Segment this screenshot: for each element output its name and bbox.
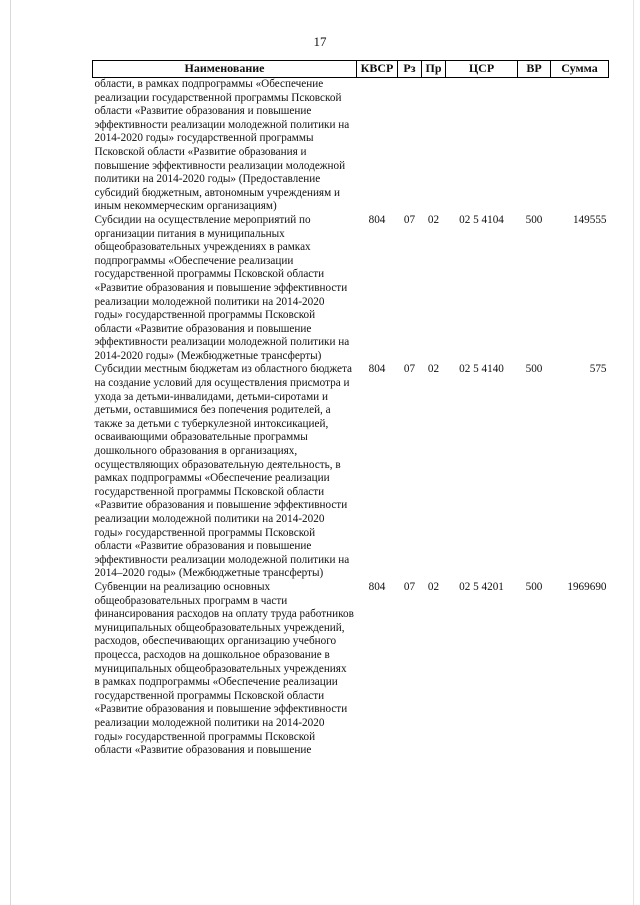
row-kvsr: 804 bbox=[368, 363, 386, 376]
row-kvsr: 804 bbox=[368, 580, 386, 593]
row-vr: 500 bbox=[525, 363, 543, 376]
table-row bbox=[93, 363, 609, 581]
budget-table bbox=[92, 60, 609, 758]
row-csr: 02 5 4201 bbox=[459, 580, 504, 593]
table-row bbox=[93, 214, 609, 364]
row-pr bbox=[422, 78, 446, 214]
table-row bbox=[93, 581, 609, 758]
row-pr: 02 bbox=[427, 580, 440, 593]
row-kvsr: 804 bbox=[368, 213, 386, 226]
row-sum: 149555 bbox=[572, 213, 607, 226]
row-vr bbox=[518, 78, 551, 214]
row-sum: 575 bbox=[589, 363, 607, 376]
header-kvsr: КВСР bbox=[357, 61, 398, 78]
row-pr: 02 bbox=[427, 363, 440, 376]
page-number: 17 bbox=[313, 34, 327, 49]
row-csr bbox=[446, 78, 518, 214]
row-name: Субвенции на реализацию основных общеобразовательных программ в части финансирования расходов на оплату труда работников муниципальных общеобразовательных учреждений, расходов, обеспечивающих организацию учебного процесса, расходов на дошкольное образование в муниципальных общеобразовательных учреждениях в рамках подпрограммы «Обеспечение реализации государственной программы Псковской области «Развитие образования и повышение эффективности реализации молодежной политики на 2014-2020 годы» государственной программы Псковской области «Развитие образования и повышение bbox=[94, 580, 354, 757]
header-sum: Сумма bbox=[551, 61, 609, 78]
row-rz: 07 bbox=[403, 363, 416, 376]
row-sum bbox=[551, 78, 609, 214]
row-vr: 500 bbox=[525, 213, 543, 226]
row-kvsr bbox=[357, 78, 398, 214]
row-csr: 02 5 4140 bbox=[459, 363, 504, 376]
scan-edge-right bbox=[633, 0, 634, 905]
scan-edge-left bbox=[10, 0, 11, 905]
row-csr: 02 5 4104 bbox=[459, 213, 504, 226]
header-csr: ЦСР bbox=[446, 61, 518, 78]
table-header-row bbox=[93, 61, 609, 78]
row-rz: 07 bbox=[403, 213, 416, 226]
row-rz: 07 bbox=[403, 580, 416, 593]
header-rz: Рз bbox=[398, 61, 422, 78]
row-pr: 02 bbox=[427, 213, 440, 226]
row-name: Субсидии на осуществление мероприятий по организации питания в муниципальных общеобразовательных учреждениях в рамках подпрограммы «Обеспечение реализации государственной программы Псковской области «Развитие образования и повышение эффективности реализации молодежной политики на 2014-2020 годы» государственной программы Псковской области «Развитие образования и повышение эффективности реализации молодежной политики на 2014-2020 годы» (Межбюджетные трансферты) bbox=[94, 213, 350, 362]
header-name: Наименование bbox=[93, 61, 357, 78]
row-rz bbox=[398, 78, 422, 214]
header-vr: ВР bbox=[518, 61, 551, 78]
row-name: области, в рамках подпрограммы «Обеспечение реализации государственной программы Псковской области «Развитие образования и повышение эффективности реализации молодежной политики на 2014-2020 годы» государственной программы Псковской области «Развитие образования и повышение эффективности реализации молодежной политики на 2014-2020 годы» (Предоставление субсидий бюджетным, автономным учреждениям и иным некоммерческим организациям) bbox=[94, 78, 350, 213]
header-pr: Пр bbox=[422, 61, 446, 78]
row-vr: 500 bbox=[525, 580, 543, 593]
table-row bbox=[93, 78, 609, 214]
row-name: Субсидии местным бюджетам из областного бюджета на создание условий для осуществления присмотра и ухода за детьми-инвалидами, детьми-сиротами и детьми, оставшимися без попечения родителей, а также за детьми с туберкулезной интоксикацией, осваивающими образовательные программы дошкольного образования в организациях, осуществляющих образовательную деятельность, в рамках подпрограммы «Обеспечение реализации государственной программы Псковской области «Развитие образования и повышение эффективности реализации молодежной политики на 2014-2020 годы» государственной программы Псковской области «Развитие образования и повышение эффективности реализации молодежной политики на 2014–2020 годы» (Межбюджетные трансферты) bbox=[94, 363, 352, 580]
row-sum: 1969690 bbox=[567, 580, 607, 593]
